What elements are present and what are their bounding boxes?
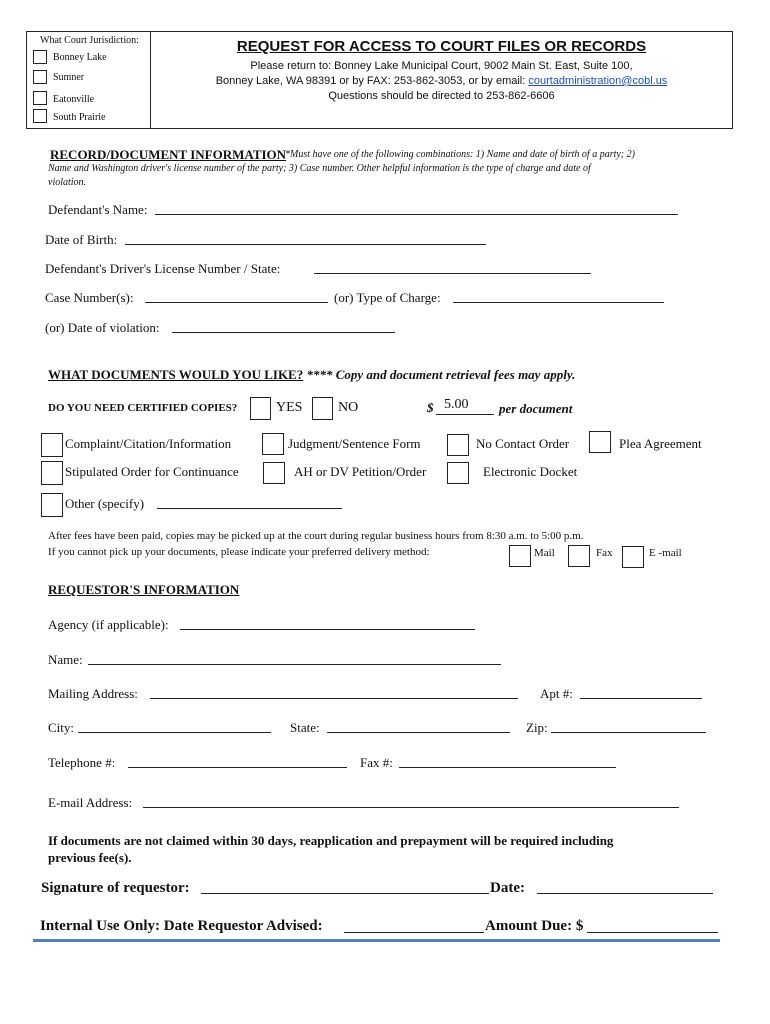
jurisdiction-bonney-lake: Bonney Lake xyxy=(53,52,107,63)
charge-type-label: (or) Type of Charge: xyxy=(334,290,441,305)
telephone-field[interactable] xyxy=(128,767,347,768)
signature-label: Signature of requestor: xyxy=(41,880,190,896)
mailing-address-label: Mailing Address: xyxy=(48,686,138,701)
license-field[interactable] xyxy=(314,273,591,274)
name-label: Name: xyxy=(48,652,83,667)
apt-field[interactable] xyxy=(580,698,702,699)
zip-field[interactable] xyxy=(551,732,706,733)
city-label: City: xyxy=(48,720,75,735)
fax-field[interactable] xyxy=(399,767,616,768)
jurisdiction-sumner: Sumner xyxy=(53,72,85,83)
apt-label: Apt #: xyxy=(540,686,573,701)
telephone-label: Telephone #: xyxy=(48,755,116,770)
dob-field[interactable] xyxy=(125,244,486,245)
claim-notice-line2: previous fee(s). xyxy=(48,850,132,865)
email-link[interactable]: courtadministration@cobl.us xyxy=(528,75,668,87)
jurisdiction-south-prairie: South Prairie xyxy=(53,112,106,123)
per-document-label: per document xyxy=(499,401,573,416)
agency-label: Agency (if applicable): xyxy=(48,617,169,632)
other-specify-field[interactable] xyxy=(157,508,342,509)
certified-yes-label: YES xyxy=(276,400,303,415)
email-address-label: E-mail Address: xyxy=(48,795,133,810)
checkbox-eatonville[interactable] xyxy=(33,91,47,105)
checkbox-plea[interactable] xyxy=(589,431,611,453)
dollar-sign: $ xyxy=(427,400,434,415)
option-stipulated: Stipulated Order for Continuance xyxy=(65,464,239,479)
zip-label: Zip: xyxy=(526,720,548,735)
date-advised-field[interactable] xyxy=(344,932,484,933)
option-plea: Plea Agreement xyxy=(619,436,702,451)
fee-note: **** Copy and document retrieval fees may apply. xyxy=(303,367,576,382)
email-address-field[interactable] xyxy=(143,807,679,808)
fax-label: Fax #: xyxy=(360,755,393,770)
checkbox-sumner[interactable] xyxy=(33,70,47,84)
jurisdiction-eatonville: Eatonville xyxy=(53,94,95,105)
option-judgment: Judgment/Sentence Form xyxy=(288,436,421,451)
documents-heading: WHAT DOCUMENTS WOULD YOU LIKE? xyxy=(48,367,304,382)
option-no-contact: No Contact Order xyxy=(476,436,570,451)
signature-date-field[interactable] xyxy=(537,893,713,894)
documents-heading-row xyxy=(48,367,575,383)
charge-type-field[interactable] xyxy=(453,302,664,303)
checkbox-certified-yes[interactable] xyxy=(250,397,271,420)
price-field[interactable] xyxy=(436,414,494,415)
return-address-line2 xyxy=(150,75,733,87)
checkbox-ahdv[interactable] xyxy=(263,462,285,484)
defendant-name-field[interactable] xyxy=(155,214,678,215)
record-info-heading: RECORD/DOCUMENT INFORMATION xyxy=(50,147,287,162)
delivery-mail: Mail xyxy=(534,547,555,559)
return-address-line1: Please return to: Bonney Lake Municipal Court, 9002 Main St. East, Suite 100, xyxy=(250,60,633,72)
checkbox-fax[interactable] xyxy=(568,545,590,567)
state-field[interactable] xyxy=(327,732,510,733)
checkbox-mail[interactable] xyxy=(509,545,531,567)
pickup-line1: After fees have been paid, copies may be picked up at the court during regular business hours from 8:30 a.m. to 5:00 p.m. xyxy=(48,530,584,542)
requestor-heading: REQUESTOR'S INFORMATION xyxy=(48,582,240,597)
mailing-address-field[interactable] xyxy=(150,698,518,699)
case-number-field[interactable] xyxy=(145,302,328,303)
checkbox-certified-no[interactable] xyxy=(312,397,333,420)
defendant-name-label: Defendant's Name: xyxy=(48,202,148,217)
city-field[interactable] xyxy=(78,732,271,733)
checkbox-docket[interactable] xyxy=(447,462,469,484)
violation-date-label: (or) Date of violation: xyxy=(45,320,160,335)
bottom-rule xyxy=(33,939,720,942)
option-ahdv: AH or DV Petition/Order xyxy=(294,464,427,479)
checkbox-stipulated[interactable] xyxy=(41,461,63,485)
amount-due-field[interactable] xyxy=(587,932,718,933)
record-info-note-line1: *Must have one of the following combinations: 1) Name and date of birth of a party; 2) xyxy=(285,149,635,160)
option-complaint: Complaint/Citation/Information xyxy=(65,436,232,451)
internal-use-label: Internal Use Only: Date Requestor Advised: xyxy=(40,918,323,934)
case-number-label: Case Number(s): xyxy=(45,290,134,305)
checkbox-judgment[interactable] xyxy=(262,433,284,455)
checkbox-email[interactable] xyxy=(622,546,644,568)
pickup-line2: If you cannot pick up your documents, please indicate your preferred delivery method: xyxy=(48,546,430,558)
checkbox-no-contact[interactable] xyxy=(447,434,469,456)
delivery-email: E -mail xyxy=(649,547,682,559)
questions-line: Questions should be directed to 253-862-6606 xyxy=(328,90,555,102)
license-label: Defendant's Driver's License Number / State: xyxy=(45,261,281,276)
option-other: Other (specify) xyxy=(65,496,145,511)
option-docket: Electronic Docket xyxy=(483,464,578,479)
state-label: State: xyxy=(290,720,320,735)
checkbox-bonney-lake[interactable] xyxy=(33,50,47,64)
signature-date-label: Date: xyxy=(490,880,525,896)
checkbox-other[interactable] xyxy=(41,493,63,517)
certified-no-label: NO xyxy=(338,400,359,415)
checkbox-south-prairie[interactable] xyxy=(33,109,47,123)
dob-label: Date of Birth: xyxy=(45,232,118,247)
claim-notice-line1: If documents are not claimed within 30 days, reapplication and prepayment will be required including xyxy=(48,833,614,848)
form-title: REQUEST FOR ACCESS TO COURT FILES OR RECORDS xyxy=(236,38,647,55)
return-address-prefix: Bonney Lake, WA 98391 or by FAX: 253-862-3053, or by email: xyxy=(215,75,529,87)
signature-field[interactable] xyxy=(201,893,489,894)
amount-due-label: Amount Due: $ xyxy=(485,918,584,934)
record-info-note-line2: Name and Washington driver's license number of the party; 3) Case number. Other helpful information is the type of charge and date of xyxy=(48,163,591,174)
price-per-document: 5.00 xyxy=(444,397,469,412)
name-field[interactable] xyxy=(88,664,501,665)
record-info-note-line3: violation. xyxy=(48,177,87,188)
checkbox-complaint[interactable] xyxy=(41,433,63,457)
delivery-fax: Fax xyxy=(596,547,613,559)
violation-date-field[interactable] xyxy=(172,332,395,333)
agency-field[interactable] xyxy=(180,629,475,630)
jurisdiction-title: What Court Jurisdiction: xyxy=(40,35,139,46)
certified-question: DO YOU NEED CERTIFIED COPIES? xyxy=(48,402,238,414)
